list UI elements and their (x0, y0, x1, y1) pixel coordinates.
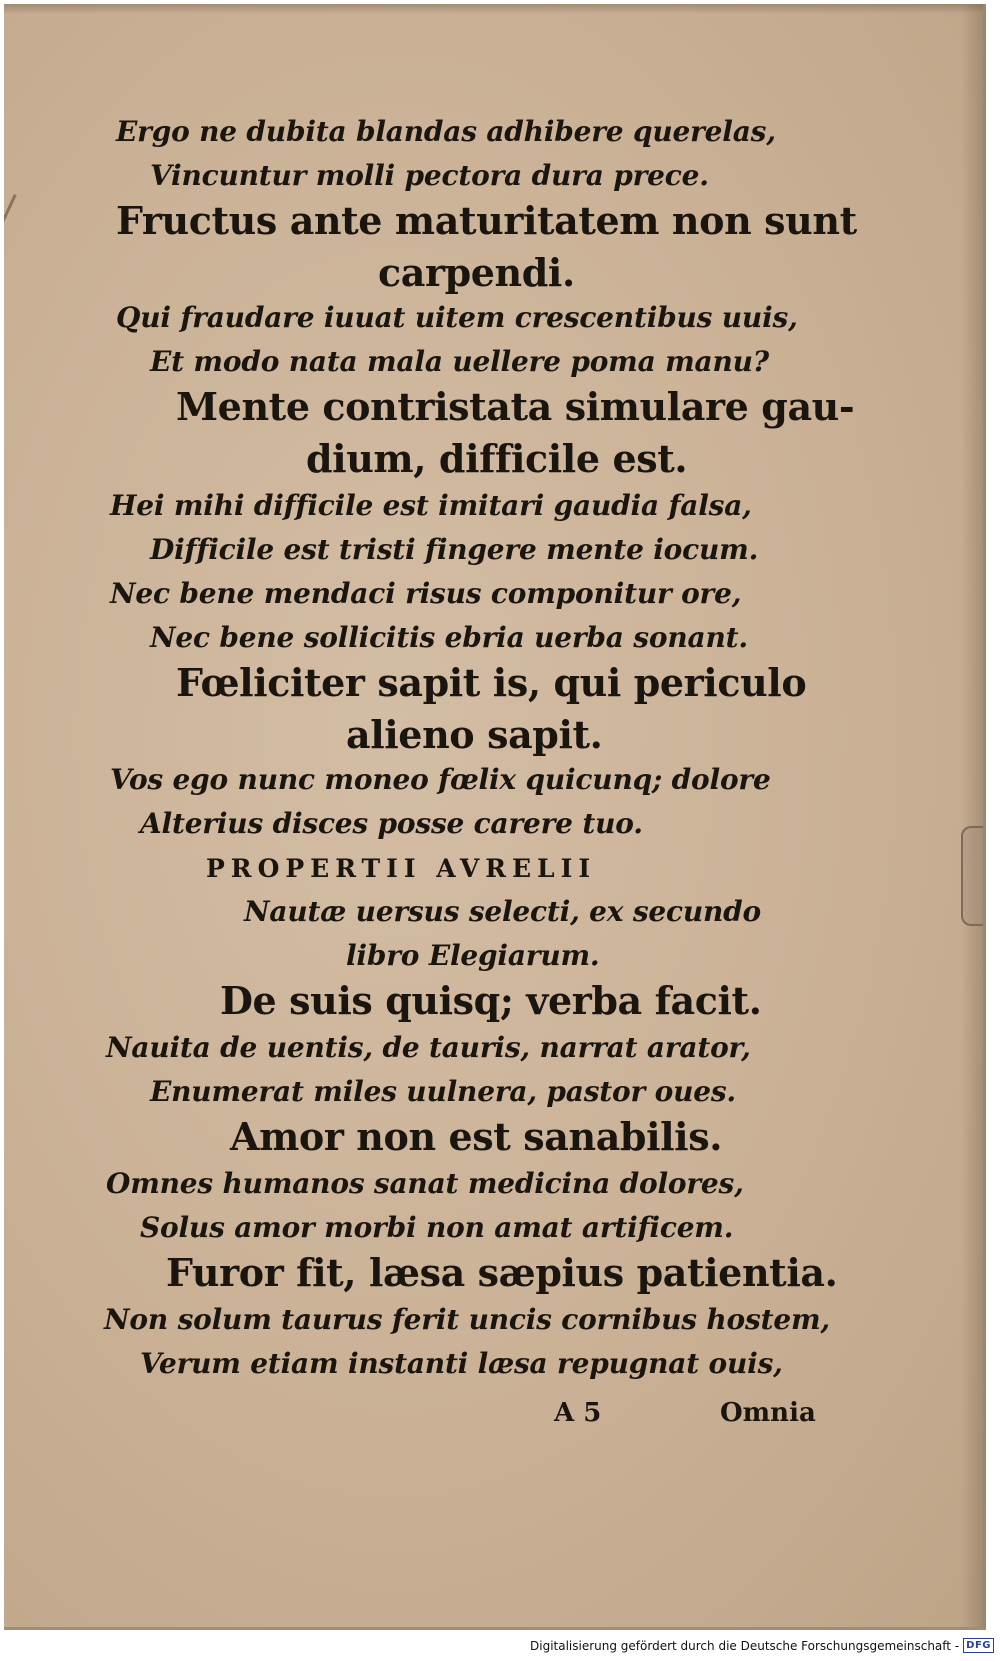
verse-line-11: Nauita de uentis, de tauris, narrat arator, (106, 1031, 751, 1064)
section-heading-2a: Mente contristata simulare gau- (176, 384, 855, 429)
verse-line-8: Nec bene sollicitis ebria uerba sonant. (150, 621, 748, 654)
page-edge-shadow (961, 4, 983, 1627)
verse-line-5: Hei mihi difficile est imitari gaudia falsa, (110, 489, 752, 522)
author-heading: PROPERTII AVRELII (206, 854, 597, 883)
verse-line-3: Qui fraudare iuuat uitem crescentibus uuis, (116, 301, 798, 334)
verse-line-9: Vos ego nunc moneo fœlix quicunq; dolore (110, 763, 771, 796)
dfg-logo: DFG (963, 1638, 994, 1653)
section-heading-2b: dium, difficile est. (306, 436, 688, 481)
verse-line-15: Non solum taurus ferit uncis cornibus hostem, (104, 1303, 830, 1336)
page-tab-mark (961, 826, 983, 926)
section-heading-1a: Fructus ante maturitatem non sunt (116, 198, 857, 243)
verse-line-6: Difficile est tristi fingere mente iocum. (150, 533, 759, 566)
verse-line-10: Alterius disces posse carere tuo. (140, 807, 643, 840)
verse-line-14: Solus amor morbi non amat artificem. (140, 1211, 734, 1244)
page-top-shadow (4, 4, 983, 14)
catchword: Omnia (720, 1398, 816, 1428)
section-heading-1b: carpendi. (378, 250, 575, 295)
section-heading-5: Amor non est sanabilis. (230, 1114, 723, 1159)
section-heading-3b: alieno sapit. (346, 712, 603, 757)
verse-line-1: Ergo ne dubita blandas adhibere querelas, (116, 115, 776, 148)
verse-line-16: Verum etiam instanti læsa repugnat ouis, (140, 1347, 783, 1380)
funding-credit (530, 1638, 994, 1653)
signature-mark: A 5 (554, 1398, 602, 1428)
verse-line-7: Nec bene mendaci risus componitur ore, (110, 577, 742, 610)
verse-line-2: Vincuntur molli pectora dura prece. (150, 159, 709, 192)
funding-credit-text: Digitalisierung gefördert durch die Deutsche Forschungsgemeinschaft - (530, 1638, 960, 1653)
section-heading-3a: Fœliciter sapit is, qui periculo (176, 660, 807, 705)
verse-line-4: Et modo nata mala uellere poma manu? (150, 345, 769, 378)
section-heading-6: Furor fit, læsa sæpius patientia. (166, 1250, 838, 1295)
subtitle-line-1: Nautæ uersus selecti, ex secundo (244, 895, 762, 928)
verse-line-12: Enumerat miles uulnera, pastor oues. (150, 1075, 736, 1108)
verse-line-13: Omnes humanos sanat medicina dolores, (106, 1167, 744, 1200)
pen-stroke-mark (4, 194, 17, 358)
book-page (4, 4, 986, 1630)
subtitle-line-2: libro Elegiarum. (346, 939, 600, 972)
section-heading-4: De suis quisq; verba facit. (220, 978, 762, 1023)
